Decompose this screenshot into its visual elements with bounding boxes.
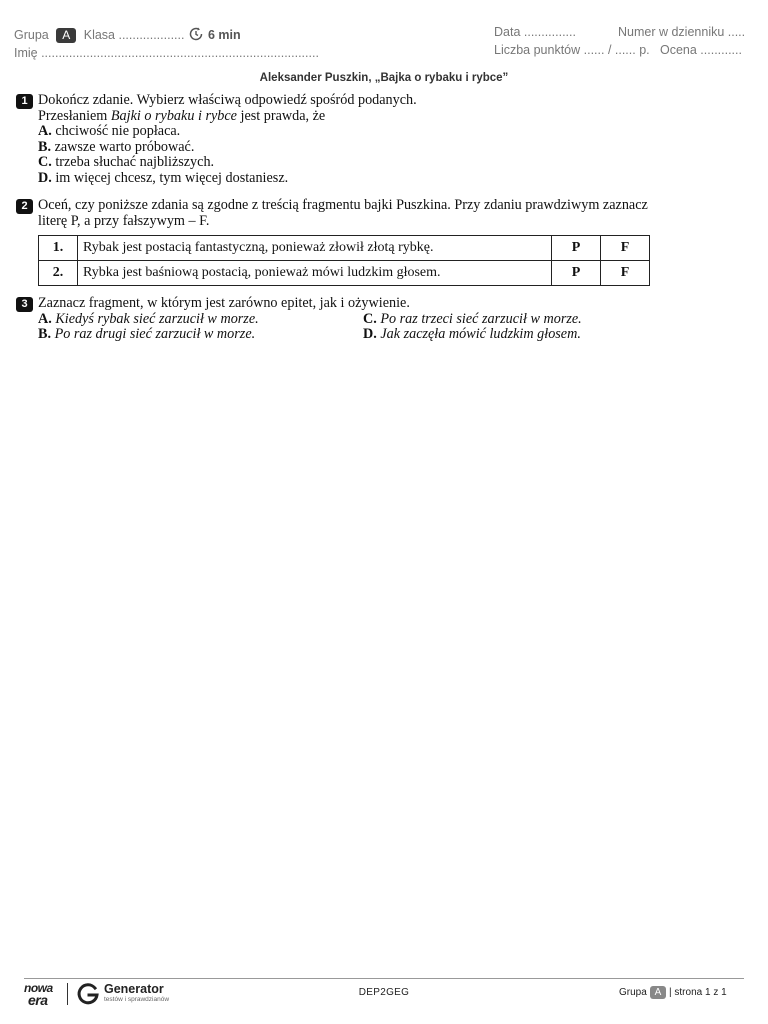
grade-field: Ocena ............: [660, 43, 742, 57]
journal-number-field: Numer w dzienniku .....: [618, 25, 746, 39]
false-option[interactable]: F: [601, 261, 650, 286]
answer-option-b[interactable]: B. Po raz drugi sieć zarzucił w morze.: [38, 326, 256, 343]
page-number: | strona 1 z 1: [669, 987, 727, 998]
task-1: [16, 93, 417, 187]
answer-option-b[interactable]: B. zawsze warto próbować.: [38, 138, 195, 155]
table-row: [39, 261, 650, 286]
task-prompt: Oceń, czy poniższe zdania są zgodne z treścią fragmentu bajki Puszkina. Przy zdaniu prawdziwym zaznacz: [38, 197, 648, 213]
document-code: DEP2GEG: [358, 987, 410, 998]
footer-divider: [24, 978, 744, 979]
false-option[interactable]: F: [601, 236, 650, 261]
group-label: Grupa: [14, 28, 49, 42]
answer-option-c[interactable]: C. Po raz trzeci sieć zarzucił w morze.: [363, 310, 582, 327]
statement-text: Rybka jest baśniową postacią, ponieważ mówi ludzkim głosem.: [78, 261, 552, 286]
row-number: 2.: [39, 261, 78, 286]
task-prompt: Zaznacz fragment, w którym jest zarówno epitet, jak i ożywienie.: [38, 295, 410, 311]
footer-group-label: Grupa: [619, 987, 647, 998]
group-badge: A: [56, 28, 76, 43]
true-option[interactable]: P: [552, 261, 601, 286]
task-2: [16, 198, 650, 286]
answer-option-c[interactable]: C. trzeba słuchać najbliższych.: [38, 154, 215, 171]
points-field: Liczba punktów ...... / ...... p.: [494, 43, 650, 57]
footer-group-badge: A: [650, 986, 667, 999]
date-field: Data ...............: [494, 25, 576, 39]
clock-icon: [188, 26, 204, 42]
task-3: [16, 296, 688, 343]
true-option[interactable]: P: [552, 236, 601, 261]
class-field: Klasa ...................: [83, 28, 185, 42]
task-number-badge: 1: [16, 94, 33, 109]
worksheet-title: Aleksander Puszkin, „Bajka o rybaku i rybce”: [259, 72, 509, 84]
task-prompt-cont: literę P, a przy fałszywym – F.: [38, 212, 210, 229]
statement-text: Rybak jest postacią fantastyczną, ponieważ złowił złotą rybkę.: [78, 236, 552, 261]
answer-option-a[interactable]: A. chciwość nie popłaca.: [38, 123, 181, 140]
nowa-era-logo: nowa era: [24, 981, 53, 1008]
task-prompt: Dokończ zdanie. Wybierz właściwą odpowiedź spośród podanych.: [38, 92, 417, 108]
name-field: Imię ................................................................................: [14, 46, 319, 60]
task-number-badge: 3: [16, 297, 33, 312]
footer-page-info: [619, 986, 727, 999]
true-false-table: [38, 235, 650, 286]
task-stem: Przesłaniem Bajki o rybaku i rybce jest prawda, że: [38, 107, 326, 124]
answer-option-d[interactable]: D. im więcej chcesz, tym więcej dostaniesz.: [38, 169, 289, 186]
header-group-row: [14, 26, 241, 43]
row-number: 1.: [39, 236, 78, 261]
answer-option-a[interactable]: A. Kiedyś rybak sieć zarzucił w morze.: [38, 310, 259, 327]
task-number-badge: 2: [16, 199, 33, 214]
table-row: [39, 236, 650, 261]
answer-option-d[interactable]: D. Jak zaczęła mówić ludzkim głosem.: [363, 326, 581, 343]
generator-logo-text: Generator testów i sprawdzianów: [104, 982, 170, 1003]
time-limit: 6 min: [207, 28, 241, 42]
